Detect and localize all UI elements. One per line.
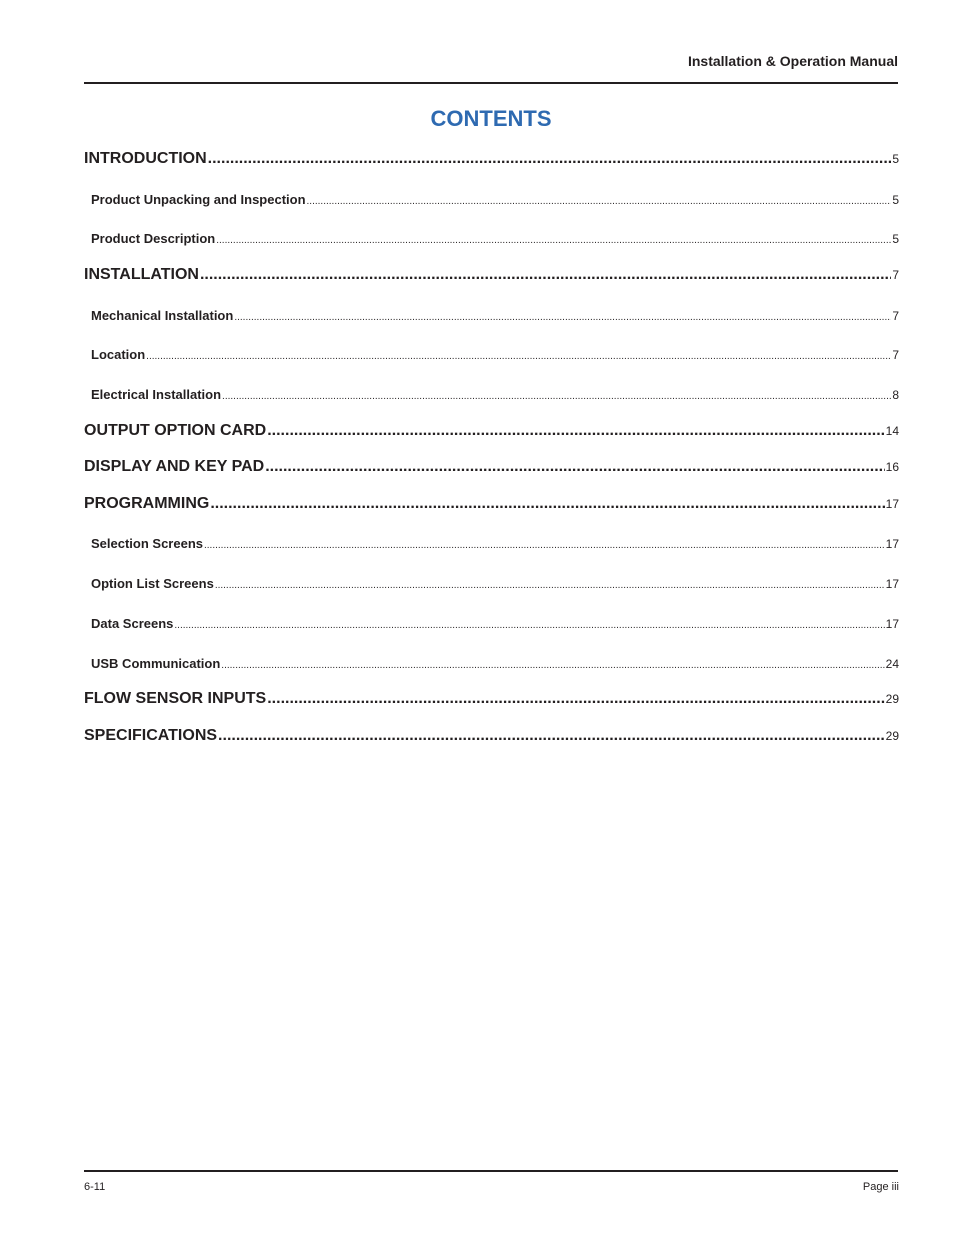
toc-entry-label: Option List Screens: [91, 576, 214, 591]
toc-entry-page: 7: [892, 348, 899, 362]
toc-entry[interactable]: [84, 192, 899, 207]
toc-entry[interactable]: [84, 576, 899, 591]
toc-entry-label: PROGRAMMING: [84, 495, 210, 512]
toc-entry-page: 24: [885, 657, 899, 671]
footer-revision: 6-11: [84, 1181, 106, 1193]
toc-entry-label: Product Unpacking and Inspection: [91, 192, 306, 207]
toc-entry[interactable]: [84, 422, 899, 440]
toc-leader-dots: [265, 458, 884, 476]
toc-entry-label: DISPLAY AND KEY PAD: [84, 458, 265, 475]
toc-leader-dots: [218, 727, 885, 745]
toc-entry-label: INTRODUCTION: [84, 150, 207, 167]
toc-entry-label: USB Communication: [91, 656, 221, 671]
toc-entry-label: Product Description: [91, 231, 216, 246]
toc-entry-page: 5: [892, 193, 899, 207]
toc-entry[interactable]: [84, 495, 899, 513]
toc-entry-label: Mechanical Installation: [91, 308, 234, 323]
toc-entry[interactable]: [84, 656, 899, 671]
toc-entry[interactable]: [84, 347, 899, 362]
footer-rule: [84, 1170, 898, 1172]
toc-entry[interactable]: [84, 308, 899, 323]
toc-entry-page: 16: [885, 460, 899, 474]
toc-leader-dots: [208, 150, 892, 168]
toc-leader-dots: [222, 391, 891, 402]
toc-entry-page: 17: [885, 537, 899, 551]
toc-entry-page: 17: [885, 577, 899, 591]
toc-leader-dots: [234, 312, 891, 323]
header-title: Installation & Operation Manual: [687, 53, 898, 69]
toc-leader-dots: [267, 422, 884, 440]
page-title: CONTENTS: [430, 106, 552, 131]
toc-entry-label: FLOW SENSOR INPUTS: [84, 690, 267, 707]
toc-entry-page: 29: [885, 692, 899, 706]
toc-entry-label: Selection Screens: [91, 536, 203, 551]
toc-leader-dots: [307, 196, 892, 207]
toc-entry-label: SPECIFICATIONS: [84, 727, 218, 744]
toc-entry-page: 14: [885, 424, 899, 438]
toc-entry-page: 7: [892, 268, 899, 282]
toc-entry-page: 5: [892, 232, 899, 246]
toc-entry-label: Location: [91, 347, 146, 362]
toc-leader-dots: [204, 540, 885, 551]
toc-leader-dots: [216, 235, 891, 246]
toc-entry-page: 5: [892, 152, 899, 166]
toc-entry-label: INSTALLATION: [84, 266, 199, 283]
toc-entry-page: 29: [885, 729, 899, 743]
toc-leader-dots: [146, 351, 891, 362]
toc-entry[interactable]: [84, 616, 899, 631]
toc-leader-dots: [200, 266, 891, 284]
toc-entry[interactable]: [84, 727, 899, 745]
footer-page-number: Page iii: [862, 1181, 899, 1193]
toc-entry-label: Electrical Installation: [91, 387, 222, 402]
toc-entry-page: 17: [885, 497, 899, 511]
toc-entry[interactable]: [84, 536, 899, 551]
toc-entry[interactable]: [84, 387, 899, 402]
toc-entry[interactable]: [84, 231, 899, 246]
toc-entry-page: 7: [892, 309, 899, 323]
toc-entry-page: 17: [885, 617, 899, 631]
toc-entry-label: Data Screens: [91, 616, 174, 631]
toc-entry[interactable]: [84, 266, 899, 284]
toc-leader-dots: [210, 495, 884, 513]
toc-leader-dots: [221, 660, 884, 671]
toc-entry[interactable]: [84, 458, 899, 476]
toc-entry-label: OUTPUT OPTION CARD: [84, 422, 267, 439]
toc-entry-page: 8: [892, 388, 899, 402]
header-rule: [84, 82, 898, 84]
toc-leader-dots: [215, 580, 885, 591]
toc-entry[interactable]: [84, 690, 899, 708]
toc-leader-dots: [174, 620, 884, 631]
toc-entry[interactable]: [84, 150, 899, 168]
toc-leader-dots: [267, 690, 884, 708]
